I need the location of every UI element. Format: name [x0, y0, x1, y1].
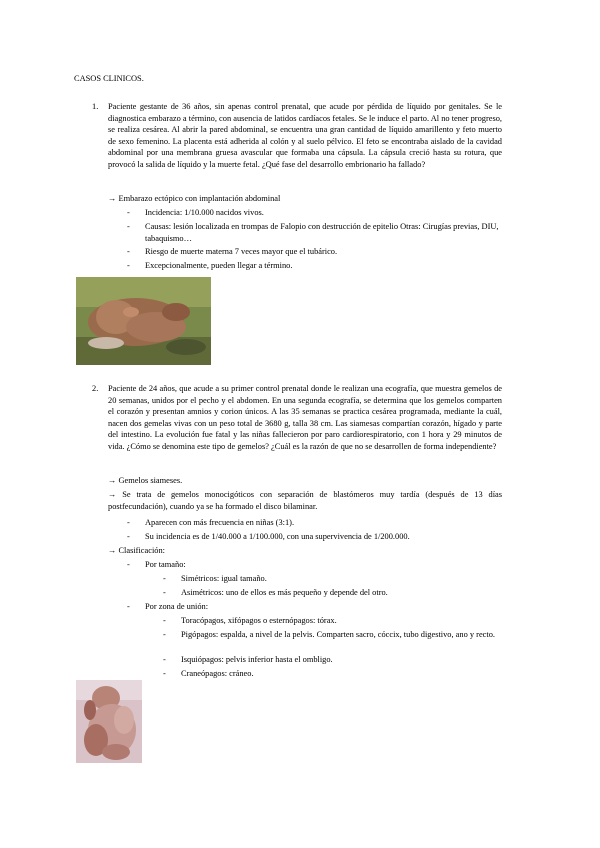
case2-paragraph: Paciente de 24 años, que acude a su primer control prenatal donde le realizan una ecografía, que muestra gemelos de 20 semanas, unidos por el pecho y el abdomen. En una segunda ecografía, se determina que los gemelos comparten el corazón y presentan amnios y corion únicos. A las 35 semanas se practica cesárea programada, mediante la cuál, nacen dos gemelas vivas con un peso total de 3680 g, talla 38 cm. Las siamesas compartían corazón, hígado y parte del intestino. La evolución fue fatal y las niñas fallecieron por paro cardiorespiratorio, con 1 hora y 29 minutos de vida. ¿Cómo se denomina este tipo de gemelos? ¿Cuál es la razón de que no se desarrollen de forma independiente?	[108, 384, 502, 451]
fetus-photo	[76, 277, 211, 365]
case1-answer: → Embarazo ectópico con implantación abdominal	[108, 194, 281, 203]
zone-dash: -	[127, 602, 130, 611]
classification-label: → Clasificación:	[108, 546, 165, 555]
case1-bullet-dash: -	[127, 222, 130, 231]
size-label: Por tamaño:	[145, 560, 186, 569]
page-title: CASOS CLINICOS.	[74, 74, 144, 83]
case2-bullet-dash: -	[127, 532, 130, 541]
zone-item: Isquiópagos: pelvis inferior hasta el ombligo.	[181, 655, 333, 664]
zone-item-dash: -	[163, 655, 166, 664]
case1-bullet: Incidencia: 1/10.000 nacidos vivos.	[145, 208, 264, 217]
case1-bullet: Excepcionalmente, pueden llegar a término.	[145, 261, 293, 270]
case1-paragraph: Paciente gestante de 36 años, sin apenas control prenatal, que acude por pérdida de líquido por genitales. Se le diagnostica embarazo a término, con ausencia de latidos cardíacos fetales. Se le induce el parto. Al no tener progreso, se realiza cesárea. Al abrir la pared abdominal, se encuentra una gran cantidad de líquido amarillento y feto muerto de sexo femenino. La placenta está adherida al colón y al suelo pélvico. El feto se encontraba aislado de la cavidad abdominal por una membrana gruesa avascular que formaba una cápsula. La cápsula creció hasta su rotura, que provocó la salida de líquido y la muerte fetal. ¿Qué fase del desarrollo embrionario ha fallado?	[108, 102, 502, 169]
case1-bullet-dash: -	[127, 261, 130, 270]
size-item-dash: -	[163, 574, 166, 583]
size-item: Asimétricos: uno de ellos es más pequeño y depende del otro.	[181, 588, 388, 597]
zone-item-dash: -	[163, 669, 166, 678]
zone-label: Por zona de unión:	[145, 602, 209, 611]
zone-item-dash: -	[163, 630, 166, 639]
conjoined-twins-photo	[76, 680, 142, 763]
zone-item-dash: -	[163, 616, 166, 625]
size-item-dash: -	[163, 588, 166, 597]
case2-bullet-dash: -	[127, 518, 130, 527]
zone-item: Craneópagos: cráneo.	[181, 669, 254, 678]
case1-number: 1.	[92, 102, 99, 111]
case1-bullet-dash: -	[127, 247, 130, 256]
zone-item: Toracópagos, xifópagos o esternópagos: tórax.	[181, 616, 337, 625]
case1-bullet-dash: -	[127, 208, 130, 217]
case2-bullet: Aparecen con más frecuencia en niñas (3:1).	[145, 518, 295, 527]
size-item: Simétricos: igual tamaño.	[181, 574, 267, 583]
case1-bullet: Riesgo de muerte materna 7 veces mayor que el tubárico.	[145, 247, 338, 256]
case1-bullet: Causas: lesión localizada en trompas de Falopio con destrucción de epitelio Otras: Cirugías previas, DIU, tabaquismo…	[145, 222, 499, 243]
case2-bullet: Su incidencia es de 1/40.000 a 1/100.000, con una supervivencia de 1/200.000.	[145, 532, 410, 541]
case2-number: 2.	[92, 384, 99, 393]
case2-answer1: → Gemelos siameses.	[108, 476, 183, 485]
size-dash: -	[127, 560, 130, 569]
zone-item: Pigópagos: espalda, a nivel de la pelvis. Comparten sacro, cóccix, tubo digestivo, ano y recto.	[181, 630, 495, 639]
case2-answer2: → Se trata de gemelos monocigóticos con separación de blastómeros muy tardía (después de 13 días postfecundación), cuando ya se ha formado el disco bilaminar.	[108, 490, 502, 511]
